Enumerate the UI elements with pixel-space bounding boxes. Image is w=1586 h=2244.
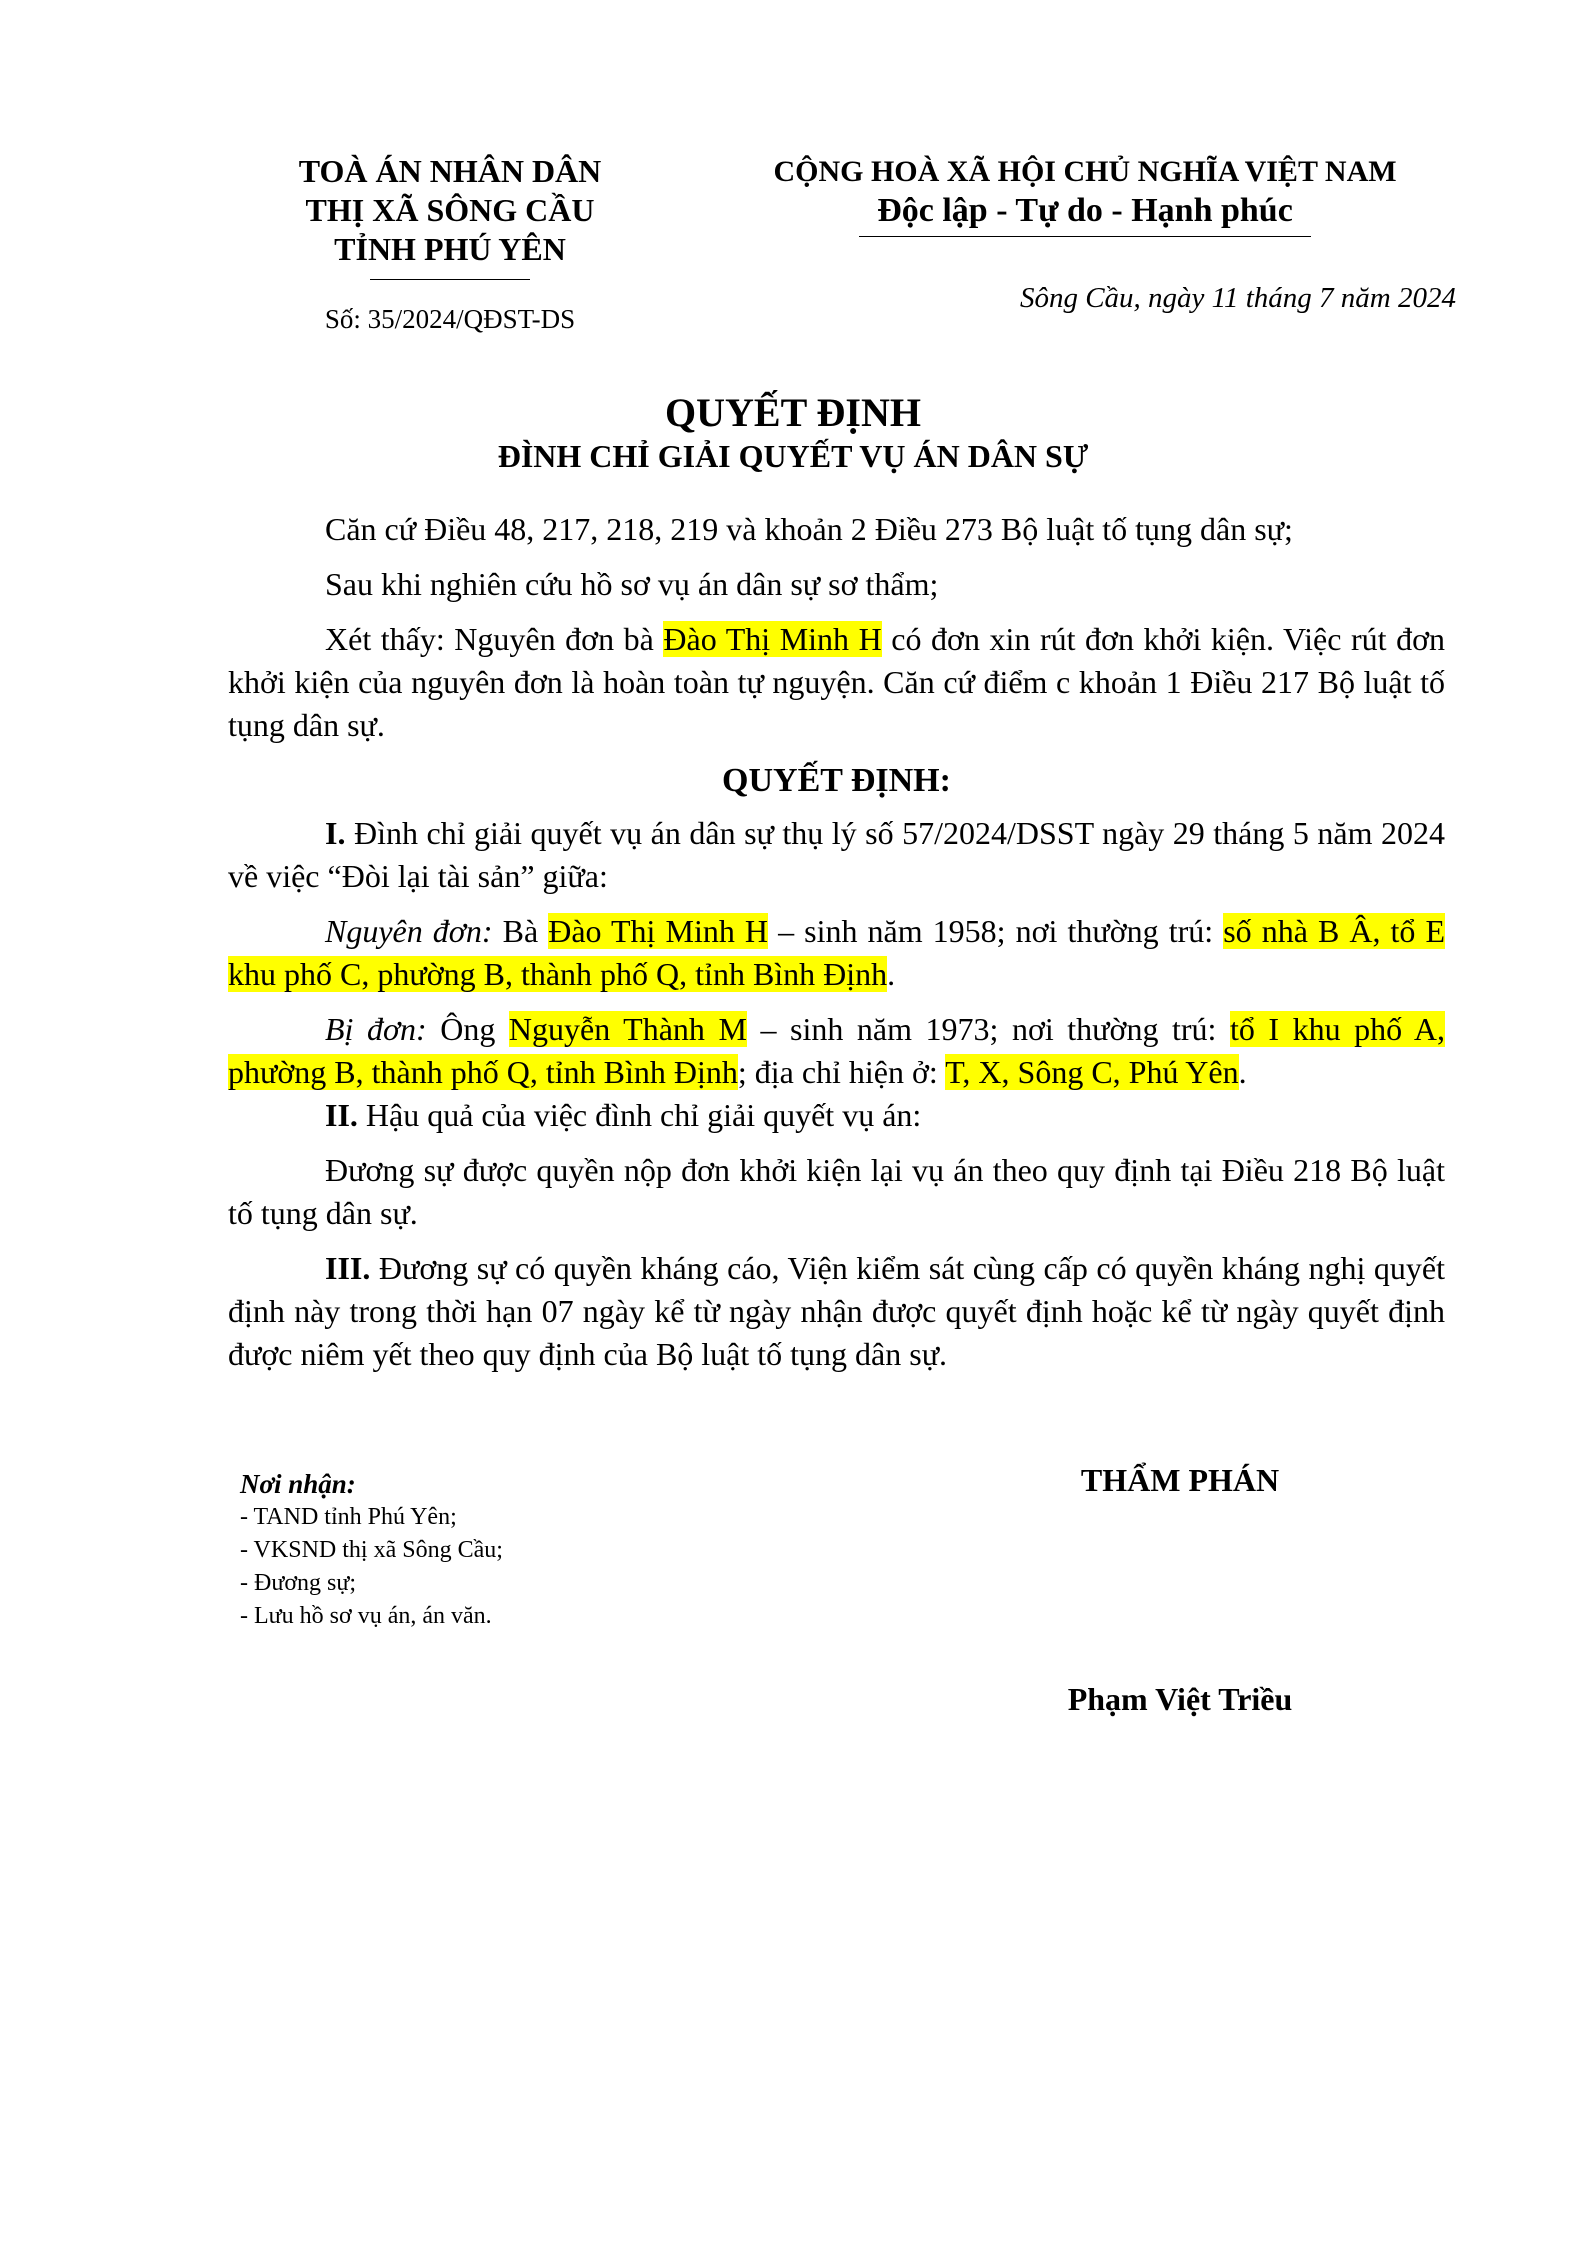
national-header: [730, 152, 1440, 237]
signature-block: [960, 1462, 1400, 1718]
motto-divider: [859, 236, 1311, 237]
court-name-line1: TOÀ ÁN NHÂN DÂN: [298, 153, 602, 189]
plaintiff-text-b: – sinh năm 1958; nơi thường trú:: [768, 913, 1224, 949]
section-1-text: Đình chỉ giải quyết vụ án dân sự thụ lý số 57/2024/DSST ngày 29 tháng 5 năm 2024 về việc “Đòi lại tài sản” giữa:: [228, 815, 1445, 894]
defendant-text-a: Ông: [426, 1011, 509, 1047]
document-number: Số: 35/2024/QĐST-DS: [324, 304, 576, 334]
recipient-item: - TAND tỉnh Phú Yên;: [240, 1504, 457, 1530]
defendant-address: tổ I khu phố A, phường B, thành phố Q, tỉnh Bình Định: [228, 1011, 1446, 1090]
section-2: [228, 1094, 1445, 1137]
recipient-item: - Đương sự;: [240, 1570, 357, 1596]
document-title: [0, 390, 1586, 476]
legal-basis-paragraph: Căn cứ Điều 48, 217, 218, 219 và khoản 2 Điều 273 Bộ luật tố tụng dân sự;: [325, 511, 1293, 547]
plaintiff-label: Nguyên đơn:: [325, 913, 493, 949]
defendant-text-b: – sinh năm 1973; nơi thường trú:: [746, 1011, 1230, 1047]
section-3-label: III.: [325, 1250, 371, 1286]
recipients-block: [240, 1468, 840, 1633]
defendant-label: Bị đơn:: [325, 1011, 427, 1047]
section-1: [228, 812, 1445, 898]
recipients-title: Nơi nhận:: [240, 1469, 356, 1499]
document-body: [228, 508, 1445, 1388]
court-header: [270, 152, 630, 339]
review-paragraph: Sau khi nghiên cứu hồ sơ vụ án dân sự sơ thẩm;: [325, 566, 939, 602]
court-name-line2: THỊ XÃ SÔNG CẦU: [305, 192, 595, 228]
court-header-divider: [370, 279, 530, 280]
plaintiff-text-a: Bà: [492, 913, 549, 949]
plaintiff-end: .: [887, 956, 896, 992]
section-2-body: Đương sự được quyền nộp đơn khởi kiện lại vụ án theo quy định tại Điều 218 Bộ luật tố tụng dân sự.: [228, 1152, 1445, 1231]
defendant-name: Nguyễn Thành M: [508, 1011, 747, 1047]
plaintiff-paragraph: [228, 910, 1445, 996]
finding-text-b: có đơn xin rút đơn khởi kiện. Việc rút đơn khởi kiện của nguyên đơn là hoàn toàn tự nguyện. Căn cứ điểm c khoản 1 Điều 217 Bộ luật tố tụng dân sự.: [228, 621, 1446, 743]
finding-paragraph: [228, 618, 1445, 747]
recipient-item: - Lưu hồ sơ vụ án, án văn.: [240, 1603, 492, 1629]
defendant-end: .: [1238, 1054, 1247, 1090]
finding-text-a: Xét thấy: Nguyên đơn bà: [325, 621, 664, 657]
section-3: [228, 1247, 1445, 1376]
judge-name: Phạm Việt Triều: [1067, 1681, 1293, 1717]
section-1-label: I.: [325, 815, 346, 851]
defendant-paragraph: [228, 1008, 1445, 1094]
recipient-item: - VKSND thị xã Sông Cầu;: [240, 1537, 503, 1563]
defendant-current-address: T, X, Sông C, Phú Yên: [945, 1054, 1239, 1090]
title-main: QUYẾT ĐỊNH: [665, 390, 921, 435]
section-2-text: Hậu quả của việc đình chỉ giải quyết vụ án:: [357, 1097, 922, 1133]
judge-title: THẨM PHÁN: [1080, 1462, 1280, 1498]
section-3-text: Đương sự có quyền kháng cáo, Viện kiểm sát cùng cấp có quyền kháng nghị quyết định này trong thời hạn 07 ngày kể từ ngày nhận được quyết định hoặc kể từ ngày quyết định được niêm yết theo quy định của Bộ luật tố tụng dân sự.: [228, 1250, 1445, 1372]
section-2-label: II.: [325, 1097, 358, 1133]
national-title: CỘNG HOÀ XÃ HỘI CHỦ NGHĨA VIỆT NAM: [773, 155, 1397, 188]
plaintiff-address: số nhà B Â, tổ E khu phố C, phường B, thành phố Q, tỉnh Bình Định: [228, 913, 1446, 992]
title-subtitle: ĐÌNH CHỈ GIẢI QUYẾT VỤ ÁN DÂN SỰ: [497, 438, 1089, 474]
plaintiff-name: Đào Thị Minh H: [548, 913, 769, 949]
national-motto: Độc lập - Tự do - Hạnh phúc: [877, 192, 1293, 229]
defendant-text-c: ; địa chỉ hiện ở:: [737, 1054, 946, 1090]
issue-date: Sông Cầu, ngày 11 tháng 7 năm 2024: [1019, 282, 1456, 314]
decision-heading: QUYẾT ĐỊNH:: [722, 762, 951, 799]
plaintiff-name-highlight: Đào Thị Minh H: [663, 621, 882, 657]
court-name-line3: TỈNH PHÚ YÊN: [334, 231, 566, 267]
